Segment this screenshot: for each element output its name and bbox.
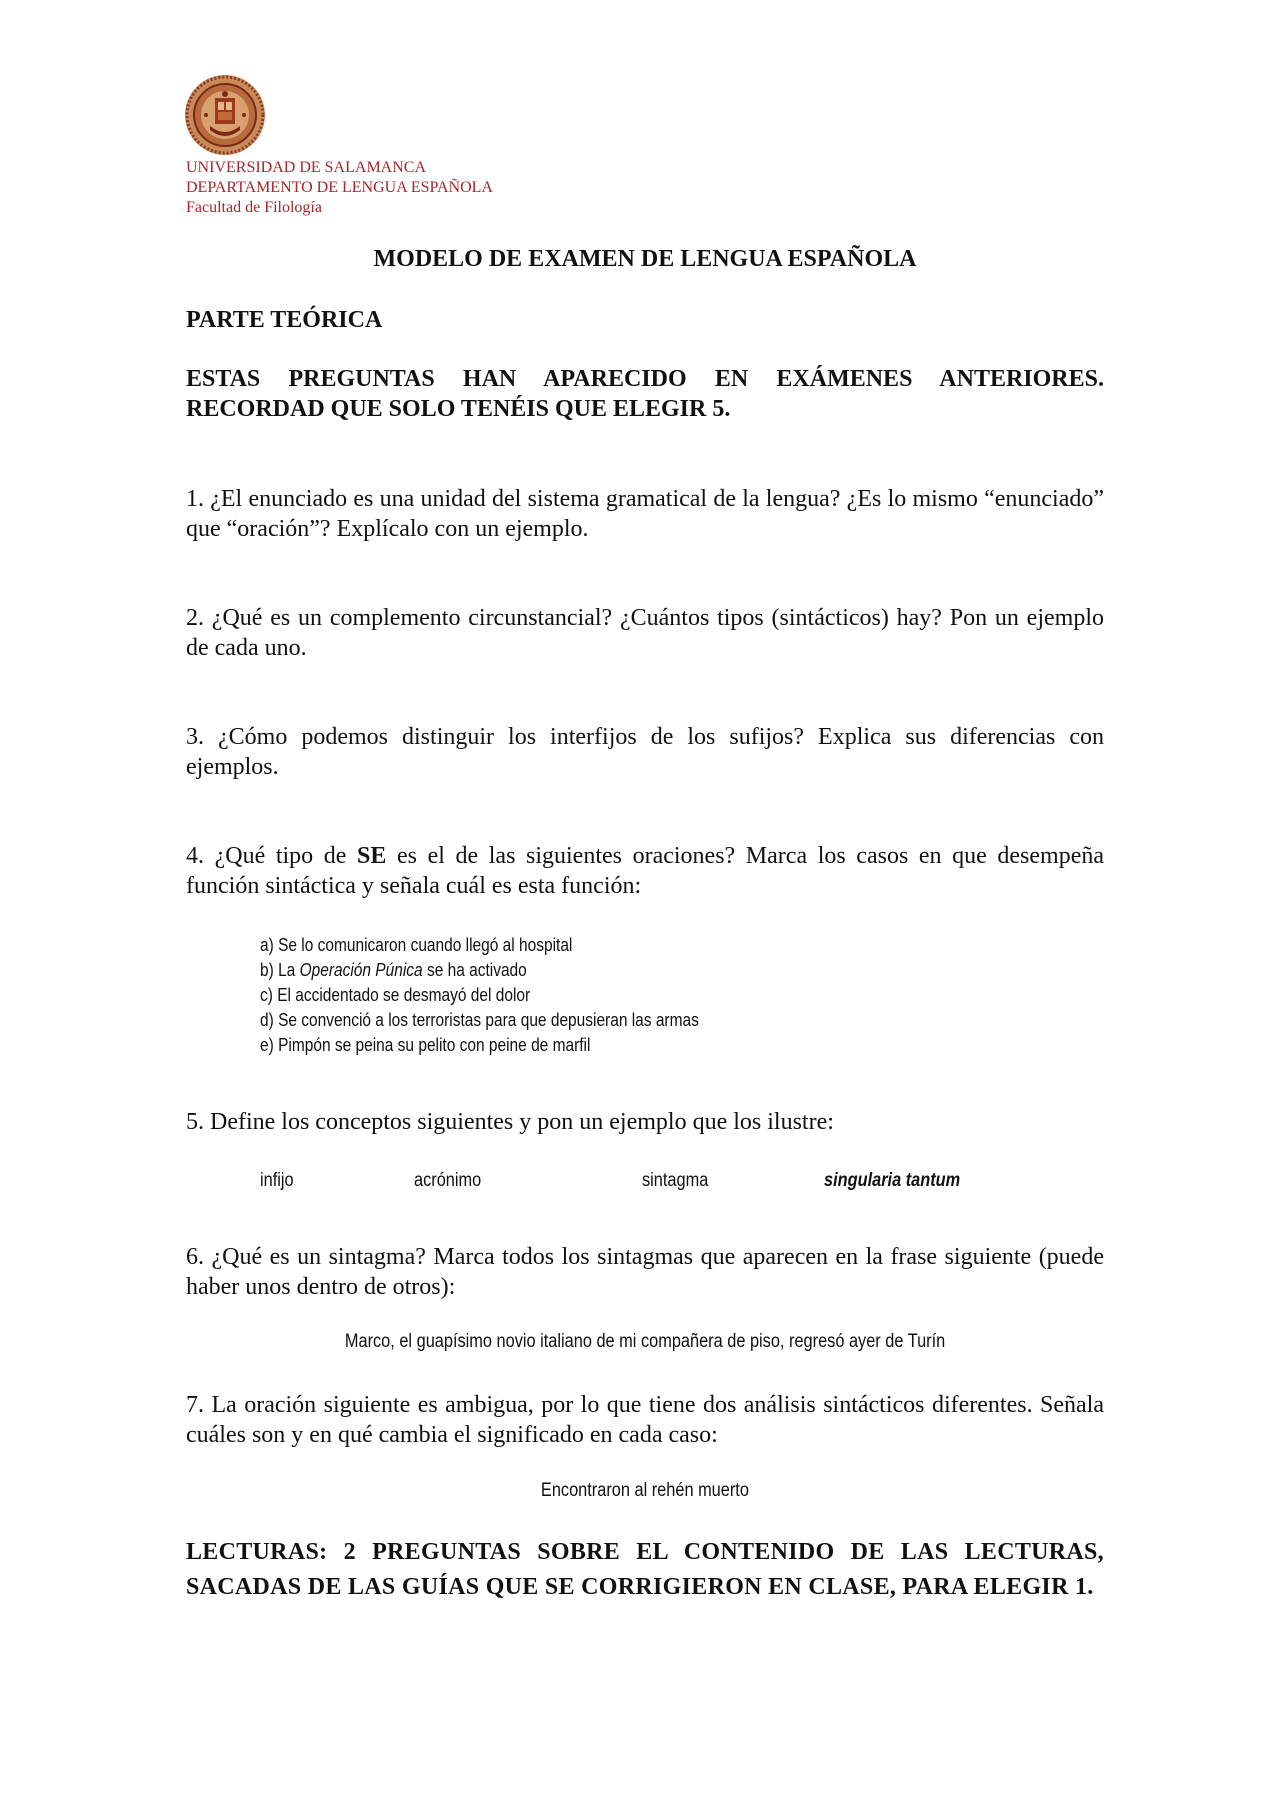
institution-header [186,158,493,218]
lecturas-section: LECTURAS: 2 PREGUNTAS SOBRE EL CONTENIDO DE LAS LECTURAS, SACADAS DE LAS GUÍAS QUE SE CORRIGIERON EN CLASE, PARA ELEGIR 1. [186,1539,1104,1600]
question-7-sentence [0,1480,1280,1502]
question-4-after: es el de las siguientes oraciones? Marca los casos en que desempeña función sintáctica y señala cuál es esta función: [186,843,1104,899]
option-e: e) Pimpón se peina su pelito con peine de marfil [260,1035,591,1055]
department-name: DEPARTAMENTO DE LENGUA ESPAÑOLA [186,179,493,196]
question-6-sentence-text: Marco, el guapísimo novio italiano de mi compañera de piso, regresó ayer de Turín [344,1331,946,1352]
document-title: MODELO DE EXAMEN DE LENGUA ESPAÑOLA [373,246,917,272]
university-name: UNIVERSIDAD DE SALAMANCA [186,159,426,176]
faculty-name: Facultad de Filología [186,199,322,216]
intro-instructions: ESTAS PREGUNTAS HAN APARECIDO EN EXÁMENES ANTERIORES. RECORDAD QUE SOLO TENÉIS QUE ELEGIR 5. [186,366,1104,422]
question-4-se: SE [357,843,387,869]
concept-singularia-tantum: singularia tantum [824,1170,961,1191]
option-a: a) Se lo comunicaron cuando llegó al hospital [260,935,573,955]
question-5: 5. Define los conceptos siguientes y pon un ejemplo que los ilustre: [186,1109,834,1135]
question-7: 7. La oración siguiente es ambigua, por lo que tiene dos análisis sintácticos diferentes. Señala cuáles son y en qué cambia el significado en cada caso: [186,1392,1104,1448]
option-b-italic: Operación Púnica [299,960,423,980]
option-b-suffix: se ha activado [422,960,527,980]
university-seal-icon [184,74,266,156]
concept-sintagma: sintagma [642,1170,709,1191]
concept-infijo: infijo [260,1170,294,1191]
option-b [260,958,699,983]
question-4-options [260,933,699,1058]
question-6-sentence [0,1331,1280,1353]
question-3: 3. ¿Cómo podemos distinguir los interfijos de los sufijos? Explica sus diferencias con ejemplos. [186,724,1104,780]
question-6: 6. ¿Qué es un sintagma? Marca todos los sintagmas que aparecen en la frase siguiente (puede haber unos dentro de otros): [186,1244,1104,1300]
question-4 [186,841,1104,901]
part-title: PARTE TEÓRICA [186,307,383,333]
question-2: 2. ¿Qué es un complemento circunstancial? ¿Cuántos tipos (sintácticos) hay? Pon un ejemplo de cada uno. [186,605,1104,661]
question-1: 1. ¿El enunciado es una unidad del sistema gramatical de la lengua? ¿Es lo mismo “enunciado” que “oración”? Explícalo con un ejemplo. [186,486,1104,542]
question-4-before: 4. ¿Qué tipo de [186,843,358,869]
concept-acronimo: acrónimo [414,1170,482,1191]
option-b-prefix: b) La [260,960,300,980]
option-c: c) El accidentado se desmayó del dolor [260,985,531,1005]
question-7-sentence-text: Encontraron al rehén muerto [540,1480,750,1501]
option-d: d) Se convenció a los terroristas para que depusieran las armas [260,1010,699,1030]
